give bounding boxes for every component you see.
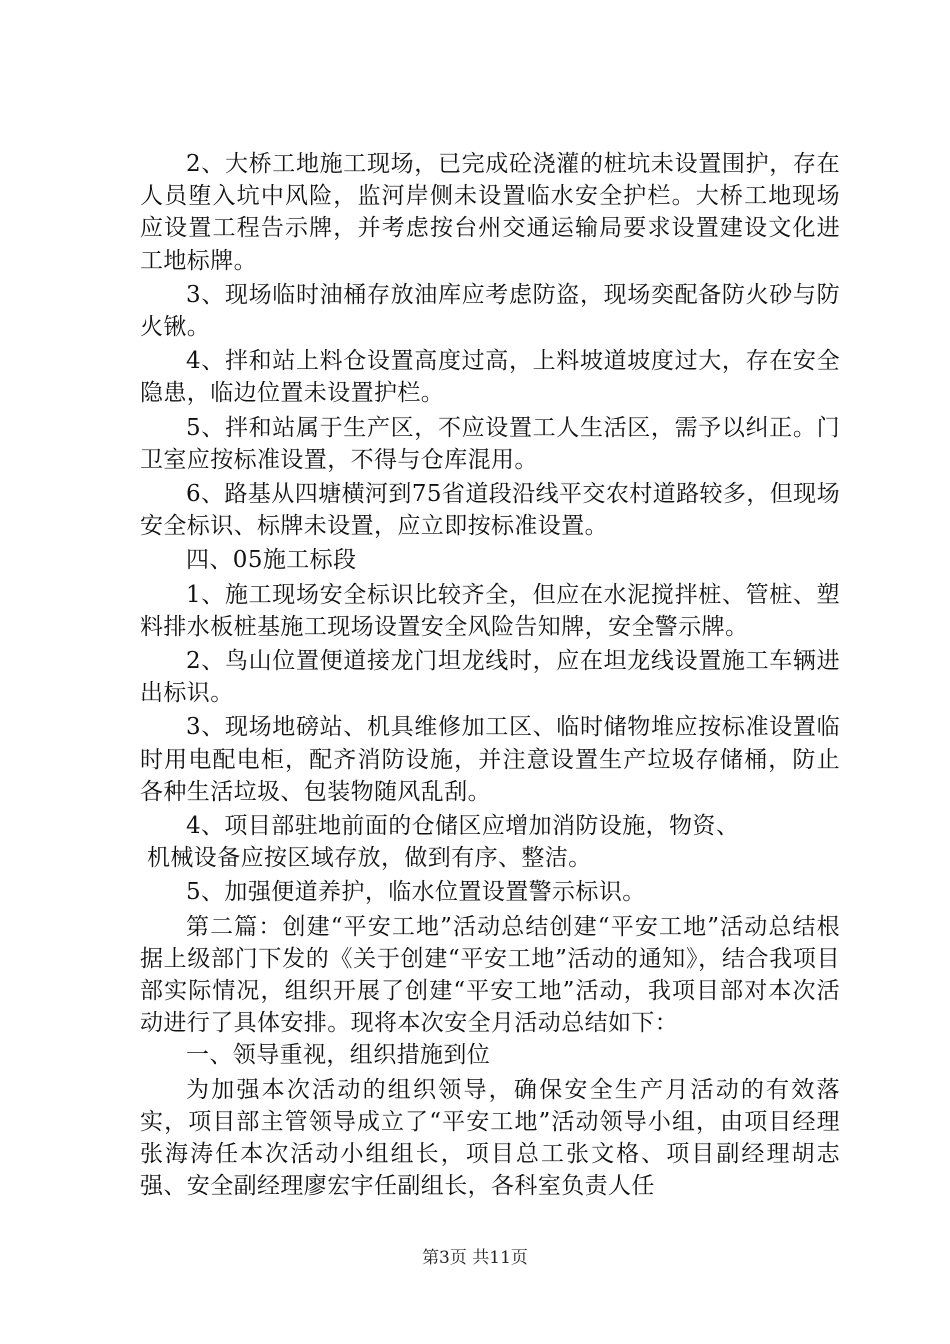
paragraph-road-maintenance: 5、加强便道养护，临水位置设置警示标识。 [186, 879, 646, 906]
paragraph-roadbed-signage: 6、路基从四塘横河到75省道段沿线平交农村道路较多，但现场安全标识、标牌未设置，应立即按标准设置。 [140, 481, 840, 540]
paragraph-safety-signs: 1、施工现场安全标识比较齐全，但应在水泥搅拌桩、管桩、塑料排水板桩基施工现场设置安全风险告知牌，安全警示牌。 [140, 581, 840, 640]
paragraph-power-cabinet: 3、现场地磅站、机具维修加工区、临时储物堆应按标准设置临时用电配电柜，配齐消防设施，并注意设置生产垃圾存储桶，防止各种生活垃圾、包装物随风乱刮。 [140, 714, 840, 805]
paragraph-mixing-station-zone: 5、拌和站属于生产区，不应设置工人生活区，需予以纠正。门卫室应按标准设置，不得与仓库混用。 [140, 414, 840, 473]
paragraph-mixing-silo: 4、拌和站上料仓设置高度过高，上料坡道坡度过大，存在安全隐患，临边位置未设置护栏。 [140, 348, 840, 407]
paragraph-leadership-group: 为加强本次活动的组织领导，确保安全生产月活动的有效落实，项目部主管领导成立了“平安工地”活动领导小组，由项目经理张海涛任本次活动小组组长，项目总工张文格、项目副经理胡志强、安全副经理廖宏宇任副组长，各科室负责人任 [140, 1076, 840, 1200]
section-heading-05: 四、05施工标段 [186, 547, 357, 574]
paragraph-oil-depot: 3、现场临时油桶存放油库应考虑防盗，现场奕配备防火砂与防火锹。 [140, 281, 840, 341]
paragraph-storage-area: 4、项目部驻地前面的仓储区应增加消防设施，物资、 [186, 813, 740, 840]
paragraph-part-two-intro: 第二篇：创建“平安工地”活动总结创建“平安工地”活动总结根据上级部门下发的《关于创建“平安工地”活动的通知》，结合我项目部实际情况，组织开展了创建“平安工地”活动，我项目部对本次活动进行了具体安排。现将本次安全月活动总结如下： [140, 913, 840, 1037]
paragraph-bridge-site: 2、大桥工地施工现场，已完成砼浇灌的桩坑未设置围护，存在人员堕入坑中风险，监河岸侧未设置临水安全护栏。大桥工地现场应设置工程告示牌，并考虑按台州交通运输局要求设置建设文化进工地标牌。 [140, 151, 840, 274]
page-footer: 第3页 共11页 [422, 1248, 528, 1268]
document-body [140, 148, 840, 1203]
paragraph-storage-area-cont: 机械设备应按区域存放，做到有序、整洁。 [147, 845, 592, 872]
section-heading-leadership: 一、领导重视，组织措施到位 [186, 1042, 491, 1069]
paragraph-access-road: 2、鸟山位置便道接龙门坦龙线时，应在坦龙线设置施工车辆进出标识。 [140, 648, 840, 707]
